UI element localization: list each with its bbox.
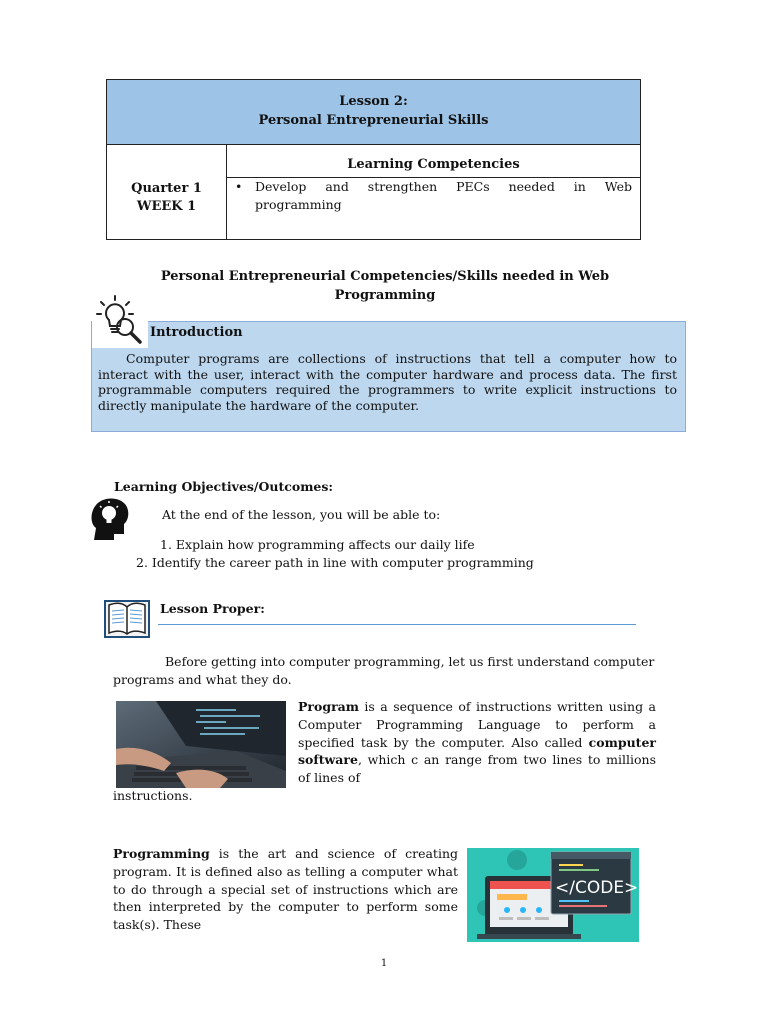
intro-paragraph	[113, 653, 658, 688]
competency-text: Develop and strengthen PECs needed in Web programming	[255, 179, 632, 212]
intro-paragraph-text: Before getting into computer programming, let us first understand computer programs and what they do.	[113, 654, 655, 687]
objective-item-2: 2. Identify the career path in line with computer programming	[136, 555, 534, 570]
objective-item-1: 1. Explain how programming affects our daily life	[160, 537, 475, 552]
program-definition	[298, 698, 656, 787]
laptop-typing-image	[116, 701, 286, 788]
bullet: •	[235, 179, 243, 194]
lightbulb-magnifier-icon	[92, 294, 148, 348]
program-term: Program	[298, 699, 359, 714]
lesson-proper-rule	[158, 624, 636, 625]
lesson-title-cell	[107, 80, 640, 145]
page-number: 1	[380, 958, 388, 969]
lesson-title: Personal Entrepreneurial Skills	[258, 113, 489, 128]
programming-term: Programming	[113, 846, 210, 861]
program-text-b: , which c an range from two lines to millions of lines of	[298, 752, 656, 786]
open-book-icon	[103, 597, 151, 639]
introduction-label: Introduction	[150, 325, 243, 340]
software-term: computer software	[298, 734, 656, 768]
competency-item	[235, 178, 632, 214]
introduction-text: Computer programs are collections of instructions that tell a computer how to interact with the user, interact with the computer hardware and process data. The first programmable computers required the programmers to write explicit instructions to directly manipulate the hardware of the computer.	[98, 351, 677, 413]
quarter-label: Quarter 1	[131, 181, 202, 196]
competencies-cell	[227, 145, 640, 239]
introduction-box	[91, 321, 686, 432]
section-title: Personal Entrepreneurial Competencies/Skills needed in Web Programming	[160, 269, 610, 303]
lesson-proper-title: Lesson Proper:	[160, 601, 265, 616]
program-tail: instructions.	[113, 788, 193, 803]
quarter-cell	[107, 145, 227, 239]
code-illustration-image	[467, 848, 639, 942]
programming-text: is the art and science of creating program. It is defined also as telling a computer what to do through a special set of instructions which are then interpreted by the computer to perform some task(s). These	[113, 846, 458, 933]
lesson-header-table	[106, 79, 641, 240]
thinking-head-icon	[88, 494, 132, 544]
lesson-number: Lesson 2:	[339, 94, 408, 109]
objectives-title: Learning Objectives/Outcomes:	[114, 479, 334, 494]
competencies-title: Learning Competencies	[347, 157, 520, 172]
program-text-a: is a sequence of instructions written using a Computer Programming Language to perform a specified task by the computer. Also called	[298, 699, 656, 750]
week-label: WEEK 1	[136, 199, 197, 214]
code-image-text: </CODE>	[555, 878, 639, 898]
objectives-lead: At the end of the lesson, you will be able to:	[162, 507, 441, 522]
programming-definition	[113, 845, 458, 934]
